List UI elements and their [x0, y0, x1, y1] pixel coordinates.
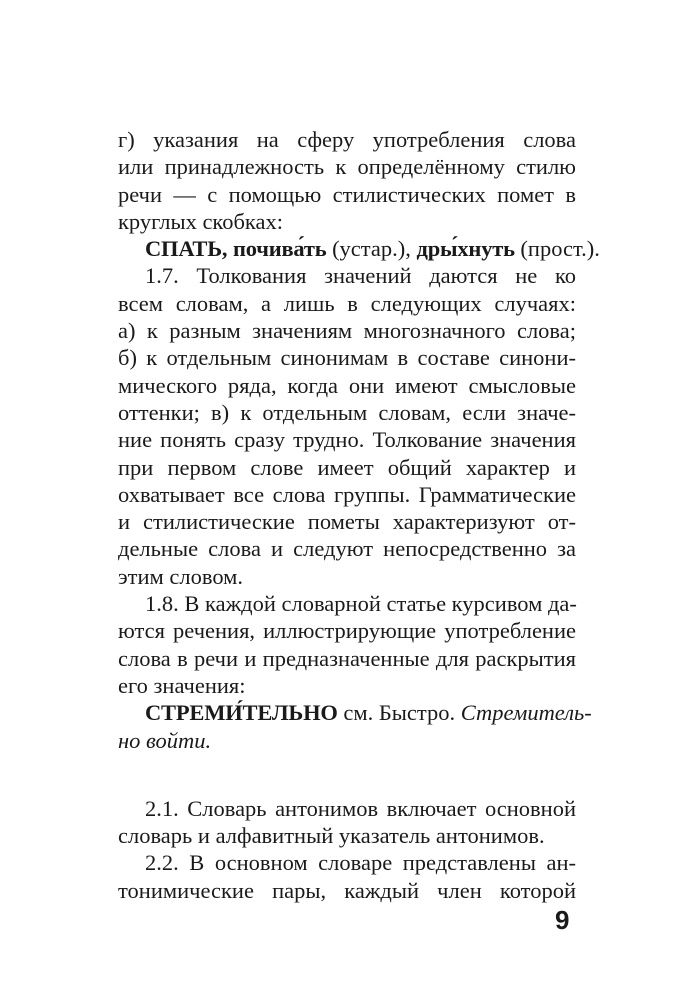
text-line: 2.1. Словарь антонимов включает основной	[145, 795, 576, 821]
text-line: охватывает все слова группы. Грамматические	[118, 481, 576, 507]
text-line: ние понять сразу трудно. Толкование значения	[118, 427, 576, 453]
text-line: ются речения, иллюстрирующие употребление	[118, 618, 576, 644]
text-line: словарь и алфавитный указатель антонимов.	[118, 823, 545, 849]
text-line: 1.8. В каждой словарной статье курсивом да-	[145, 591, 577, 617]
text-line	[118, 727, 576, 754]
section-gap	[118, 754, 576, 795]
style-label: (прост.).	[520, 236, 600, 262]
text-line: слова в речи и предназначенные для раскрытия	[118, 645, 576, 671]
text-line: мического ряда, когда они имеют смысловые	[118, 372, 576, 398]
usage-example: но войти.	[118, 727, 212, 753]
style-label: (устар.),	[332, 236, 411, 262]
text-line: г) указания на сферу употребления слова	[118, 127, 576, 152]
text-line: тонимические пары, каждый член которой	[118, 877, 576, 903]
text-line: всем словам, а лишь в следующих случаях:	[118, 290, 576, 316]
text-line: дельные слова и следуют непосредственно за	[118, 536, 576, 562]
entry-headword: СПАТЬ,	[145, 236, 228, 262]
usage-example: Стремитель-	[460, 700, 592, 726]
example-entry-stremitelno	[118, 699, 592, 726]
text-line: его значения:	[118, 672, 246, 698]
text-line: или принадлежность к определённому стилю	[118, 154, 576, 180]
page-number: 9	[555, 905, 570, 935]
text-line: оттенки; в) к отдельным словам, если значе-	[118, 399, 576, 425]
text-line: круглых скобках:	[118, 208, 283, 234]
synonym-word: дры́хнуть	[416, 236, 515, 262]
text-line: речи — с помощью стилистических помет в	[118, 181, 576, 207]
text-line: б) к отдельным синонимам в составе синони-	[118, 345, 576, 371]
page-body	[118, 126, 600, 904]
text-line: 2.2. В основном словаре представлены ан-	[145, 850, 576, 876]
text-line: 1.7. Толкования значений даются не ко	[145, 263, 576, 289]
text-line: этим словом.	[118, 563, 244, 589]
text-line: и стилистические пометы характеризуют от-	[118, 509, 576, 535]
entry-headword: СТРЕМИ́ТЕЛЬНО	[145, 700, 338, 726]
text-line: а) к разным значениям многозначного слова;	[118, 318, 576, 344]
synonym-word: почива́ть	[232, 236, 327, 262]
cross-reference: см. Быстро.	[343, 700, 456, 726]
example-entry-spat	[118, 235, 600, 262]
text-line: при первом слове имеет общий характер и	[118, 454, 576, 480]
